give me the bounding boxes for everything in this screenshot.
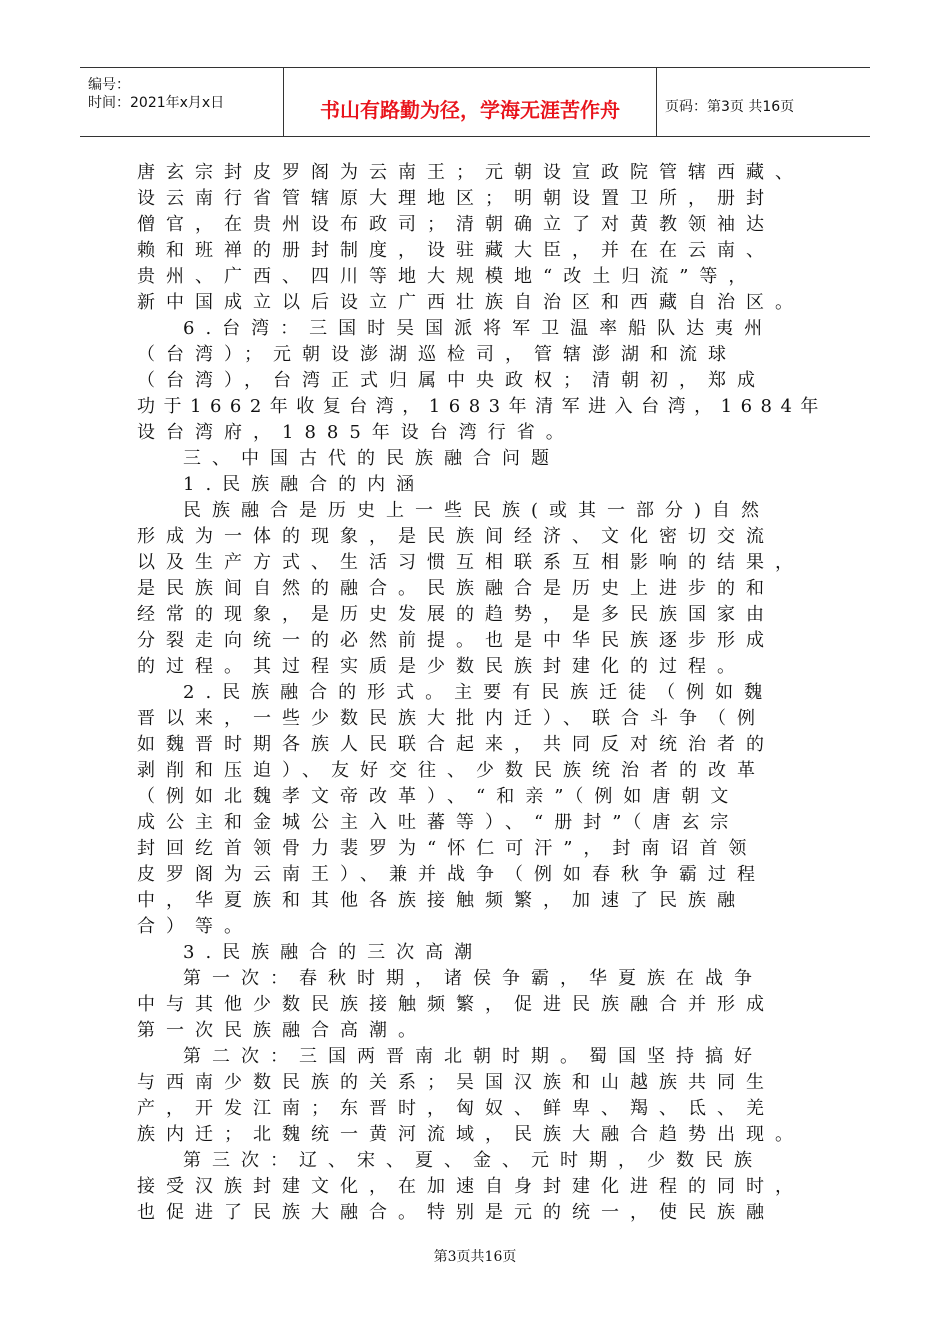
time-label: 时间：2021年x月x日: [88, 95, 225, 111]
text-line: 赖和班禅的册封制度，设驻藏大臣，并在在云南、: [137, 240, 775, 261]
text-line: （例如北魏孝文帝改革）、“和亲”（例如唐朝文: [137, 786, 740, 807]
text-line: 设云南行省管辖原大理地区；明朝设置卫所，册封: [137, 188, 775, 209]
page-code: 页码：第3页 共16页: [665, 99, 795, 115]
text-line: 僧官，在贵州设布政司；清朝确立了对黄教领袖达: [137, 214, 775, 235]
motto: 书山有路勤为径，学海无涯苦作舟: [320, 98, 620, 122]
text-line: 剥削和压迫）、友好交往、少数民族统治者的改革: [137, 760, 766, 781]
text-line: 也促进了民族大融合。特别是元的统一，使民族融: [137, 1202, 775, 1223]
text-line: 功于1662年收复台湾，1683年清军进入台湾，1684年: [137, 396, 827, 417]
page-footer: 第3页共16页: [433, 1249, 517, 1265]
paragraph-start: 民族融合是历史上一些民族(或其一部分)自然: [183, 500, 771, 521]
text-line: 晋以来，一些少数民族大批内迁）、联合斗争（例: [137, 708, 766, 729]
header-page-cell: [657, 68, 870, 136]
text-line: 与西南少数民族的关系；吴国汉族和山越族共同生: [137, 1072, 775, 1093]
text-line: 产，开发江南；东晋时，匈奴、鲜卑、羯、氐、羌: [137, 1098, 775, 1119]
text-line: 唐玄宗封皮罗阁为云南王；元朝设宣政院管辖西藏、: [137, 162, 804, 183]
text-line: 如魏晋时期各族人民联合起来，共同反对统治者的: [137, 734, 775, 755]
header-meta: [80, 68, 284, 136]
paragraph-start: 2.民族融合的形式。主要有民族迁徒（例如魏: [183, 682, 774, 703]
section-heading: 三、中国古代的民族融合问题: [183, 448, 560, 469]
text-line: 以及生产方式、生活习惯互相联系互相影响的结果，: [137, 552, 804, 573]
subheading: 3.民族融合的三次高潮: [183, 942, 484, 963]
text-line: （台湾），台湾正式归属中央政权；清朝初，郑成: [137, 370, 766, 391]
text-line: 新中国成立以后设立广西壮族自治区和西藏自治区。: [137, 292, 804, 313]
paragraph-start: 6.台湾：三国时吴国派将军卫温率船队达夷州: [183, 318, 774, 339]
text-line: 族内迁；北魏统一黄河流域，民族大融合趋势出现。: [137, 1124, 804, 1145]
text-line: 分裂走向统一的必然前提。也是中华民族逐步形成: [137, 630, 775, 651]
subheading: 1.民族融合的内涵: [183, 474, 426, 495]
text-line: 的过程。其过程实质是少数民族封建化的过程。: [137, 656, 746, 677]
text-line: 是民族间自然的融合。民族融合是历史上进步的和: [137, 578, 775, 599]
text-line: 形成为一体的现象，是民族间经济、文化密切交流: [137, 526, 775, 547]
text-line: （台湾）；元朝设澎湖巡检司，管辖澎湖和流球: [137, 344, 737, 365]
page-header: [80, 67, 870, 137]
document-body: [137, 160, 827, 1226]
text-line: 贵州、广西、四川等地大规模地“改土归流”等，: [137, 266, 758, 287]
text-line: 成公主和金城公主入吐蕃等）、“册封”（唐玄宗: [137, 812, 740, 833]
text-line: 封回纥首领骨力裴罗为“怀仁可汗”，封南诏首领: [137, 838, 758, 859]
text-line: 接受汉族封建文化，在加速自身封建化进程的同时，: [137, 1176, 804, 1197]
paragraph-start: 第二次：三国两晋南北朝时期。蜀国坚持搞好: [183, 1046, 763, 1067]
text-line: 合）等。: [137, 916, 253, 937]
text-line: 皮罗阁为云南王）、兼并战争（例如春秋争霸过程: [137, 864, 766, 885]
header-motto-cell: [284, 68, 657, 136]
text-line: 第一次民族融合高潮。: [137, 1020, 427, 1041]
paragraph-start: 第三次：辽、宋、夏、金、元时期，少数民族: [183, 1150, 763, 1171]
text-line: 中，华夏族和其他各族接触频繁，加速了民族融: [137, 890, 746, 911]
text-line: 中与其他少数民族接触频繁，促进民族融合并形成: [137, 994, 775, 1015]
text-line: 设台湾府，1885年设台湾行省。: [137, 422, 575, 443]
number-label: 编号：: [88, 77, 130, 93]
paragraph-start: 第一次：春秋时期，诸侯争霸，华夏族在战争: [183, 968, 763, 989]
text-line: 经常的现象，是历史发展的趋势，是多民族国家由: [137, 604, 775, 625]
